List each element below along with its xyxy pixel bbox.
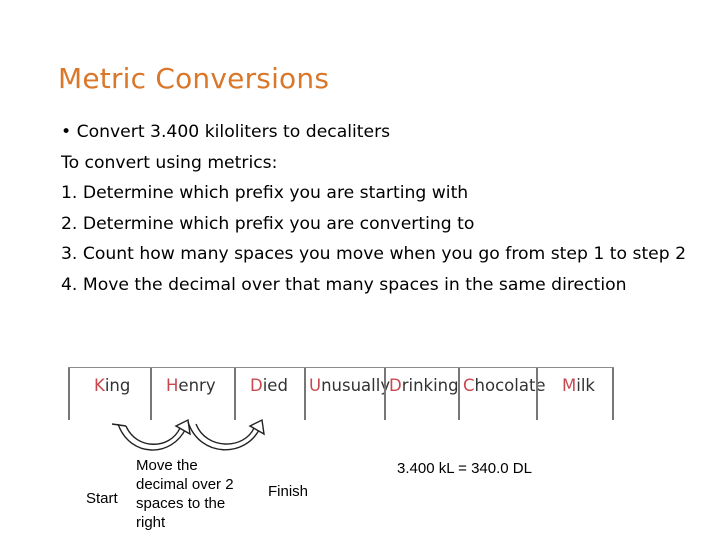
step-1: 1. Determine which prefix you are starting with — [61, 183, 469, 203]
bullet-point: • Convert 3.400 kiloliters to decaliters — [61, 122, 391, 142]
move-note-line: spaces to the — [136, 495, 226, 512]
prefix-letter: K — [94, 376, 105, 395]
curved-arrow-icon — [118, 424, 186, 450]
intro-text: To convert using metrics: — [61, 152, 278, 173]
prefix-letter: C — [463, 376, 475, 395]
mnemonic-cell-milk — [536, 368, 614, 420]
mnemonic-word-rest: rinking — [401, 376, 459, 395]
start-label: Start — [86, 490, 118, 507]
move-note-line: right — [136, 514, 166, 531]
mnemonic-word-rest: ing — [104, 376, 131, 395]
step-3: 3. Count how many spaces you move when you go from step 1 to step 2 — [61, 244, 687, 264]
move-decimal-note — [136, 456, 266, 532]
prefix-letter: D — [250, 376, 263, 395]
body-text — [61, 117, 686, 300]
finish-label: Finish — [268, 483, 309, 500]
mnemonic-cell-unusually — [304, 368, 391, 420]
mnemonic-word-rest: ied — [262, 376, 288, 395]
prefix-letter: H — [166, 376, 179, 395]
mnemonic-cell-drinking — [384, 368, 458, 420]
step-2: 2. Determine which prefix you are converting to — [61, 213, 475, 234]
move-note-line: Move the — [136, 457, 198, 474]
curved-arrows — [100, 410, 270, 458]
prefix-letter: U — [309, 376, 322, 395]
mnemonic-word-rest: enry — [178, 376, 216, 395]
mnemonic-word-rest: ilk — [576, 376, 595, 395]
arrow-tail — [112, 424, 126, 426]
answer-text: 3.400 kL = 340.0 DL — [397, 460, 532, 477]
slide-title: Metric Conversions — [58, 62, 330, 95]
move-note-line: decimal over 2 — [136, 476, 234, 493]
mnemonic-word-rest: hocolate — [474, 376, 546, 395]
curved-arrow-inner — [126, 426, 180, 444]
step-4: 4. Move the decimal over that many spaces in the same direction — [61, 274, 627, 295]
prefix-letter: D — [389, 376, 402, 395]
mnemonic-word-rest: nusually — [321, 376, 391, 395]
curved-arrow-inner — [196, 424, 254, 444]
mnemonic-cell-chocolate — [458, 368, 546, 420]
prefix-letter: M — [562, 376, 577, 395]
